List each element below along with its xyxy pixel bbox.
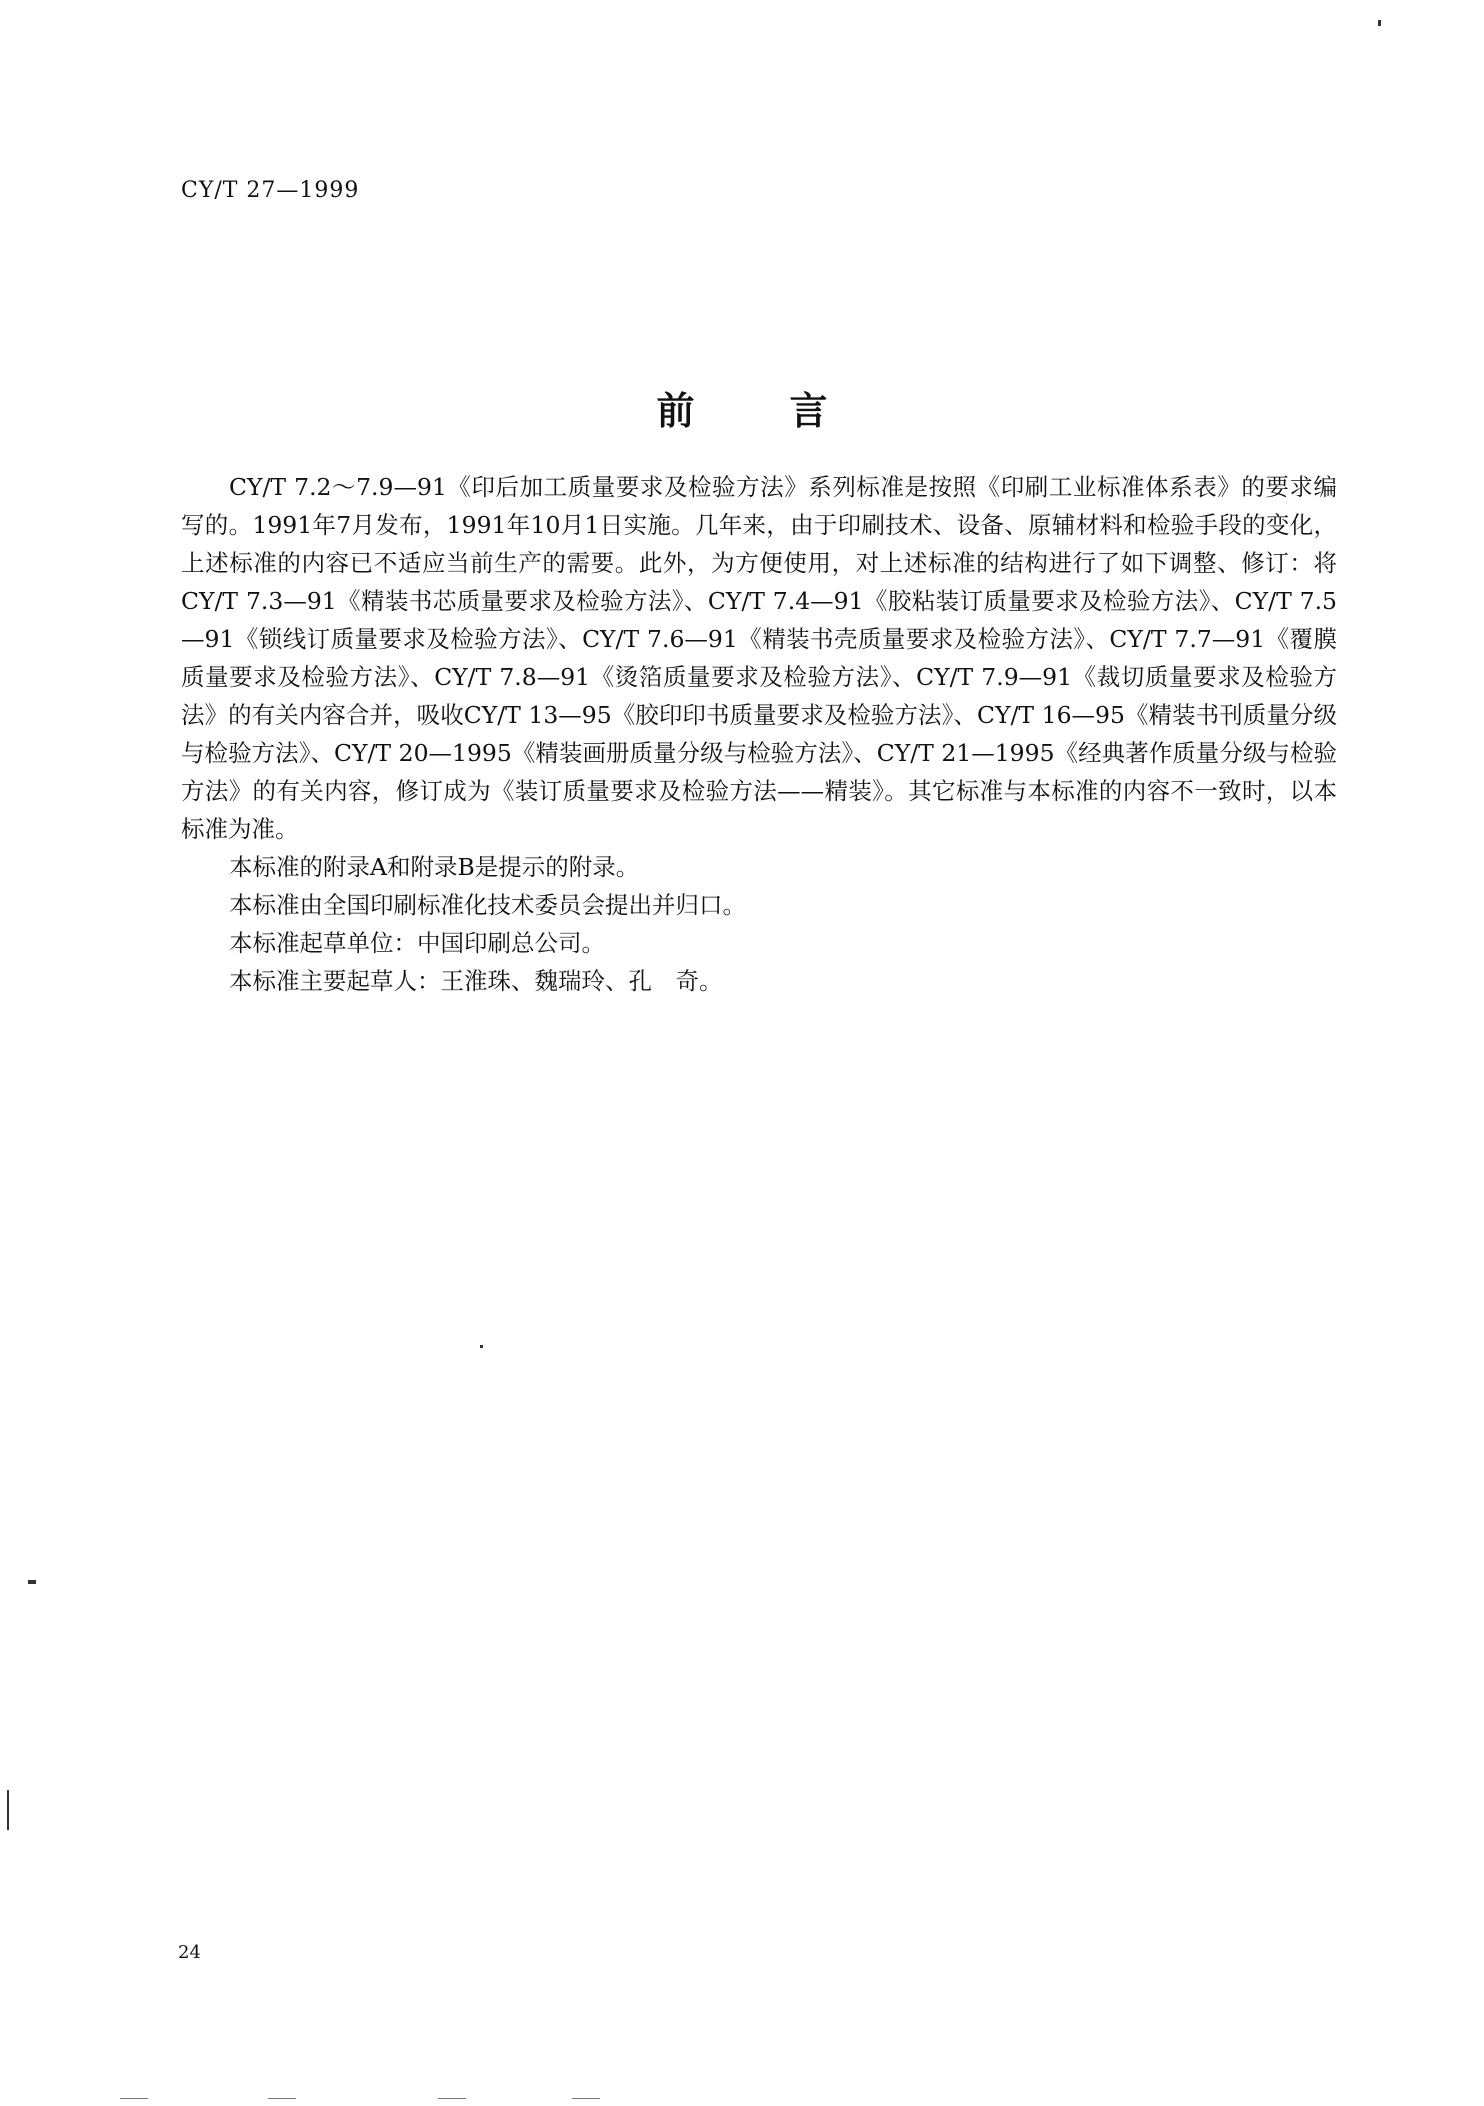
paragraph-drafting-unit: 本标准起草单位：中国印刷总公司。 [229, 929, 605, 957]
paragraph-scope: CY/T 7.2～7.9—91《印后加工质量要求及检验方法》系列标准是按照《印刷工业标准体系表》的要求编写的。1991年7月发布，1991年10月1日实施。几年来，由于印刷技术、设备、原辅材料和检验手段的变化，上述标准的内容已不适应当前生产的需要。此外，为方便使用，对上述标准的结构进行了如下调整、修订：将CY/T 7.3—91《精装书芯质量要求及检验方法》、CY/T 7.4—91《胶粘装订质量要求及检验方法》、CY/T 7.5—91《锁线订质量要求及检验方法》、CY/T 7.6—91《精装书壳质量要求及检验方法》、CY/T 7.7—91《覆膜质量要求及检验方法》、CY/T 7.8—91《烫箔质量要求及检验方法》、CY/T 7.9—91《裁切质量要求及检验方法》的有关内容合并，吸收CY/T 13—95《胶印印书质量要求及检验方法》、CY/T 16—95《精装书刊质量分级与检验方法》、CY/T 20—1995《精装画册质量分级与检验方法》、CY/T 21—1995《经典著作质量分级与检验方法》的有关内容，修订成为《装订质量要求及检验方法——精装》。其它标准与本标准的内容不一致时，以本标准为准。 [181, 473, 1337, 843]
page-number: 24 [178, 1942, 201, 1963]
page-title: 前言 [656, 388, 923, 433]
scan-speck [480, 1345, 483, 1348]
scan-edge-mark [268, 2098, 296, 2099]
scan-edge-mark [572, 2098, 600, 2099]
scan-speck [1378, 20, 1381, 26]
paragraph-appendix: 本标准的附录A和附录B是提示的附录。 [229, 853, 640, 881]
paragraph-proposer: 本标准由全国印刷标准化技术委员会提出并归口。 [229, 891, 746, 919]
foreword-body [181, 468, 1337, 1000]
scan-speck [7, 1790, 9, 1830]
scan-edge-mark [438, 2098, 466, 2099]
scan-speck [28, 1580, 36, 1584]
paragraph-drafters: 本标准主要起草人：王淮珠、魏瑞玲、孔 奇。 [229, 967, 723, 995]
scan-edge-mark [120, 2098, 148, 2099]
standard-code: CY/T 27—1999 [181, 178, 360, 203]
